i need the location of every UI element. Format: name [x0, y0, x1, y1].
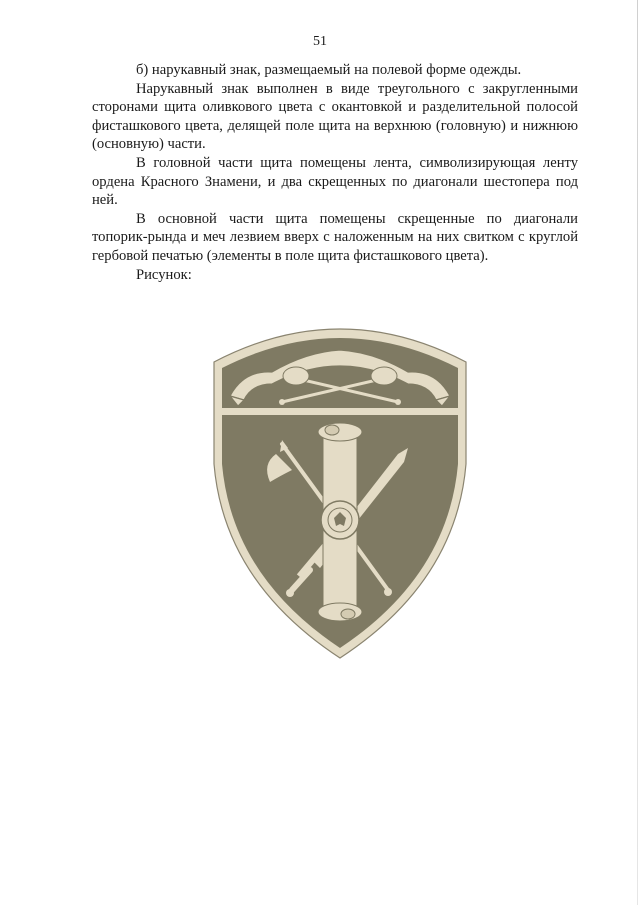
page-number: 51 [313, 34, 327, 49]
paragraph-description: Нарукавный знак выполнен в виде треугольного с закругленными сторонами щита оливкового цвета с окантовкой и разделительной полосой фисташкового цвета, делящей поле щита на верхнюю (головную) и нижнюю (основную) части. [92, 80, 578, 153]
heraldic-seal [321, 501, 359, 539]
page-edge [637, 0, 638, 905]
paragraph-figure-label: Рисунок: [136, 266, 192, 283]
sleeve-badge-image [210, 314, 470, 660]
paragraph-subitem: б) нарукавный знак, размещаемый на полевой форме одежды. [136, 62, 522, 78]
paragraph-head-part: В головной части щита помещены лента, символизирующая ленту ордена Красного Знамени, и два скрещенных по диагонали шестопера под ней. [92, 154, 578, 209]
paragraph-main-part: В основной части щита помещены скрещенные по диагонали топорик-рында и меч лезвием вверх с наложенным на них свитком с круглой гербовой печатью (элементы в поле щита фисташкового цвета). [92, 210, 578, 264]
dividing-band [222, 408, 458, 415]
sleeve-badge-emblem [210, 314, 470, 660]
body-text [92, 61, 578, 284]
